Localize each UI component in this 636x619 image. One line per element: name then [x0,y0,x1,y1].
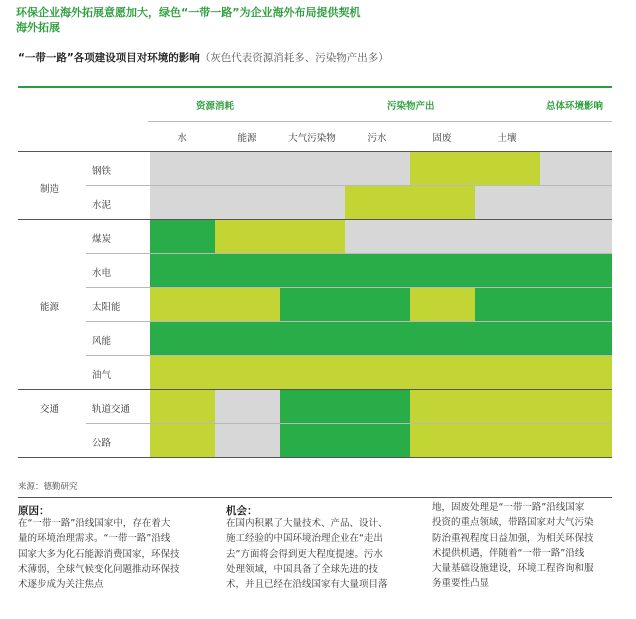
section-divider [18,497,612,498]
text-line: 在国内积累了大量技术、产品、设计、 [226,518,388,529]
text-line: 术薄弱，全球气候变化问题推动环保技 [18,563,180,575]
reason-title: 原因： [18,505,50,517]
impact-cell [150,322,216,355]
impact-cell [475,356,541,389]
column-header: 水 [177,133,187,144]
text-line: 量的环境治理需求。“一带一路”沿线 [18,533,171,545]
column-header: 大气污染物 [288,133,336,144]
impact-cell [410,424,476,457]
impact-cell [215,186,281,219]
impact-cell [215,152,281,185]
impact-cell [280,186,346,219]
text-line: 施工经验的中国环境治理企业在“走出 [226,533,383,545]
impact-cell [345,220,411,253]
impact-cell [540,220,612,253]
impact-cell [540,152,612,185]
category-label: 制造 [40,184,60,195]
impact-cell [410,186,476,219]
impact-cell [410,254,476,287]
impact-cell [540,288,612,321]
row-label: 油气 [92,370,112,381]
impact-cell [150,186,216,219]
category-label: 能源 [40,302,60,313]
impact-cell [280,356,346,389]
impact-cell [475,288,541,321]
impact-cell [540,424,612,457]
text-line: 投资的重点领域，带路国家对大气污染 [432,517,594,529]
impact-cell [280,424,346,457]
impact-cell [540,186,612,219]
impact-cell [410,390,476,423]
group-header-pollution: 污染物产出 [387,101,435,112]
column-header: 能源 [237,133,257,144]
impact-cell [150,356,216,389]
impact-cell [345,186,411,219]
source-note: 来源：德勤研究 [18,482,78,492]
impact-cell [410,220,476,253]
row-label: 风能 [92,336,112,347]
text-line: 去”方面将会得到更大程度提速。污水 [226,548,383,560]
impact-cell [345,152,411,185]
group-header-resource: 资源消耗 [196,101,235,112]
column-header: 污水 [367,133,387,144]
impact-cell [280,288,346,321]
text-line: 务重要性凸显 [432,578,490,590]
page-header: 环保企业海外拓展意愿加大，绿色“一带一路”为企业海外布局提供契机 [16,6,361,19]
continued-paragraph [432,500,594,592]
reason-paragraph [18,516,180,592]
impact-cell [150,220,216,253]
impact-cell [215,288,281,321]
row-label: 水电 [92,268,112,279]
divider [18,457,612,458]
impact-cell [215,424,281,457]
impact-cell [475,186,541,219]
impact-cell [280,220,346,253]
impact-cell [475,424,541,457]
impact-cell [280,390,346,423]
impact-cell [280,254,346,287]
impact-cell [215,322,281,355]
text-line: 处理领域，中国具备了全球先进的技 [226,563,379,575]
figure-title [18,50,389,65]
group-header-overall: 总体环境影响 [546,101,604,112]
impact-cell [410,152,476,185]
text-line: 防治重视程度日益加强，为相关环保技 [432,532,594,544]
impact-cell [540,322,612,355]
text-line: 在“一带一路”沿线国家中，存在着大 [18,518,171,529]
row-label: 轨道交通 [92,404,131,415]
row-label: 公路 [92,438,112,449]
impact-cell [345,356,411,389]
impact-cell [150,288,216,321]
text-line: 地，固废处理是“一带一路”沿线国家 [432,502,585,513]
divider [148,121,612,122]
impact-cell [475,254,541,287]
impact-cell [540,356,612,389]
impact-cell [215,390,281,423]
category-label: 交通 [40,404,60,415]
section-label: 海外拓展 [16,21,60,34]
column-header: 固废 [432,133,452,144]
impact-cell [150,390,216,423]
impact-cell [475,390,541,423]
impact-cell [215,356,281,389]
impact-cell [410,322,476,355]
impact-cell [150,424,216,457]
opportunity-title: 机会： [226,505,258,517]
impact-cell [280,152,346,185]
impact-cell [345,254,411,287]
impact-cell [345,288,411,321]
row-label: 钢铁 [92,166,112,177]
impact-cell [150,152,216,185]
impact-cell [215,220,281,253]
figure-title-main: “一带一路”各项建设项目对环境的影响 [18,52,200,64]
figure-title-note: （灰色代表资源消耗多、污染物产出多） [199,52,389,64]
impact-cell [475,322,541,355]
impact-cell [280,322,346,355]
impact-cell [540,390,612,423]
impact-cell [475,220,541,253]
impact-cell [410,356,476,389]
impact-cell [540,254,612,287]
row-label: 太阳能 [92,302,121,313]
impact-cell [215,254,281,287]
impact-cell [345,424,411,457]
impact-cell [345,322,411,355]
opportunity-paragraph [226,516,388,592]
text-line: 大量基础设施建设，环境工程咨询和服 [432,563,594,575]
impact-cell [475,152,541,185]
impact-cell [410,288,476,321]
table-top-rule [18,86,612,88]
column-header: 土壤 [497,133,517,144]
text-line: 术，并且已经在沿线国家有大量项目落 [226,579,388,591]
row-label: 煤炭 [92,234,112,245]
text-line: 国家大多为化石能源消费国家，环保技 [18,548,180,560]
impact-cell [345,390,411,423]
text-line: 术逐步成为关注焦点 [18,579,104,591]
impact-cell [150,254,216,287]
row-label: 水泥 [92,200,112,211]
text-line: 术提供机遇，伴随着“一带一路”沿线 [432,547,585,559]
